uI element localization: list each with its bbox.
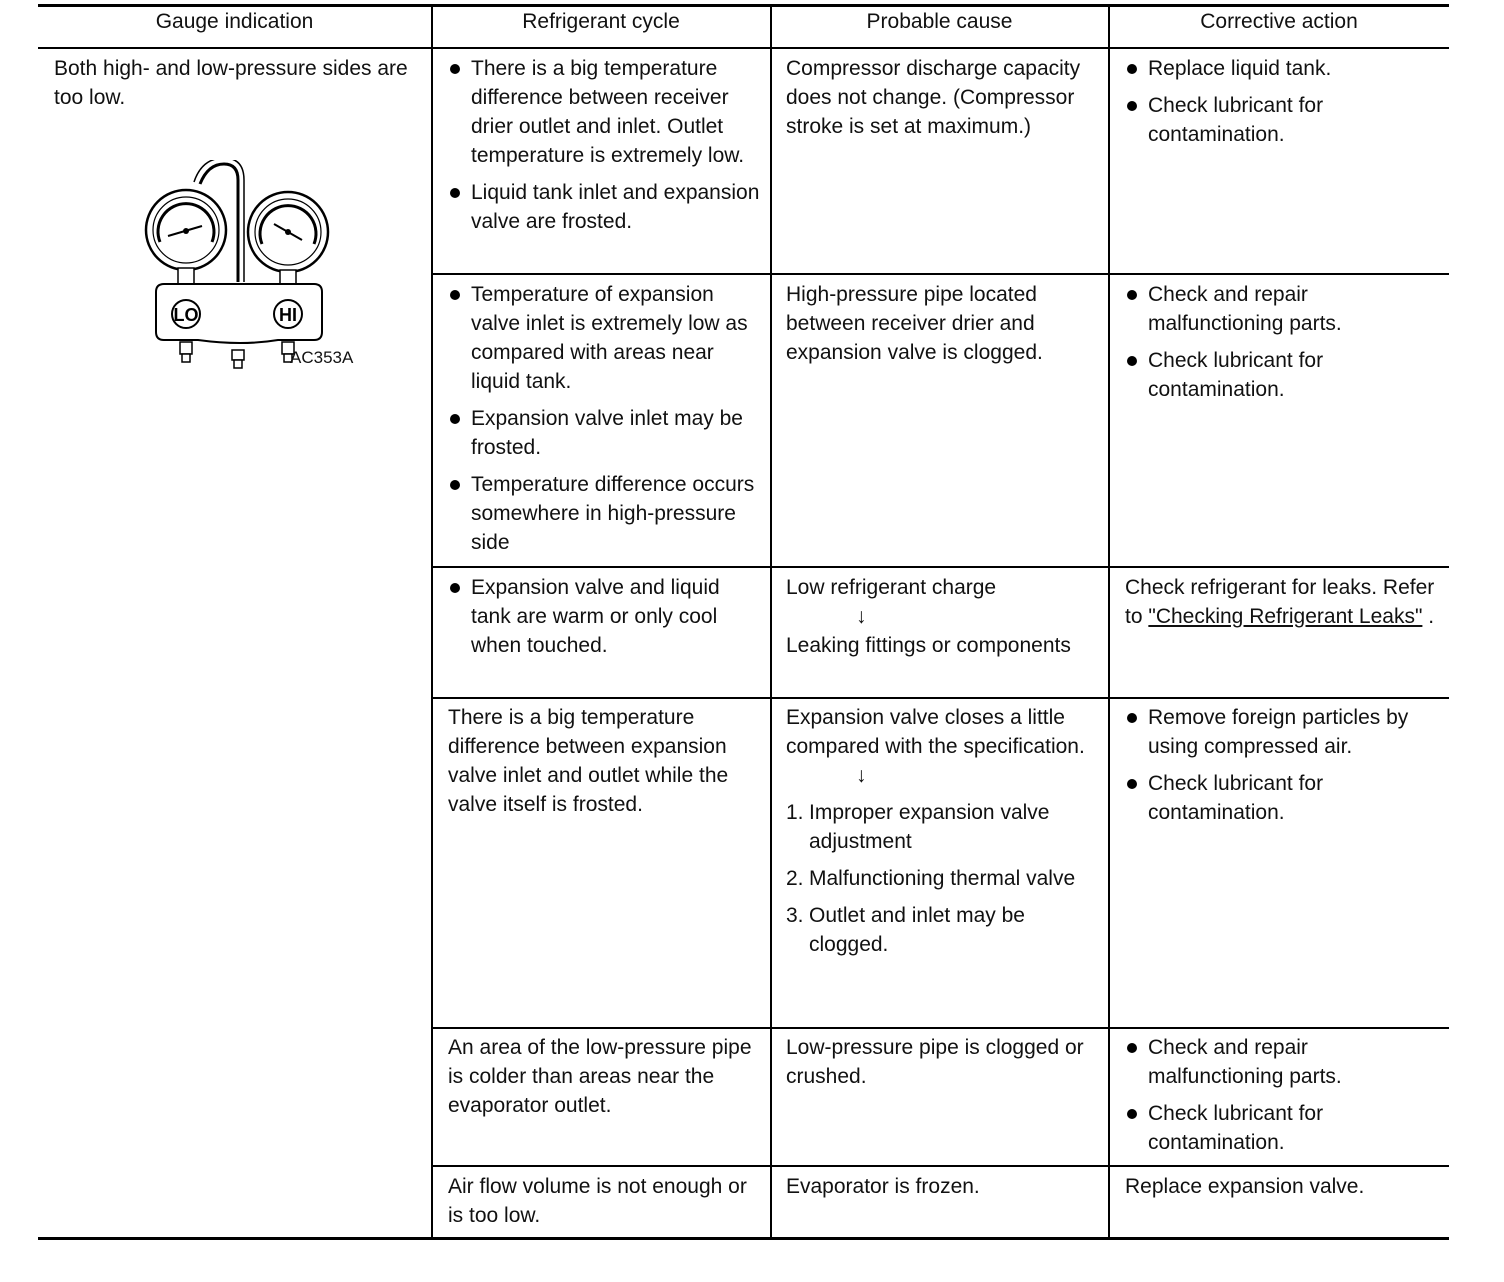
list-number: 2.	[786, 867, 804, 890]
row-divider-2	[432, 566, 1449, 568]
list-item: Check and repair malfunctioning parts.	[1125, 1033, 1441, 1091]
list-item	[786, 798, 1102, 856]
down-arrow-icon: ↓	[856, 764, 867, 787]
lo-label: LO	[173, 305, 199, 325]
low-pressure-gauge-icon	[146, 190, 226, 284]
list-item: Expansion valve and liquid tank are warm or only cool when touched.	[448, 573, 764, 660]
action-period: .	[1428, 605, 1435, 628]
hi-label: HI	[279, 305, 297, 325]
manifold-gauge-figure	[138, 160, 338, 375]
list-item: Liquid tank inlet and expansion valve are frosted.	[448, 178, 764, 236]
header-rule	[38, 47, 1449, 49]
list-item: There is a big temperature difference between receiver drier outlet and inlet. Outlet temperature is extremely low.	[448, 54, 764, 170]
header-cycle: Refrigerant cycle	[522, 10, 680, 33]
list-item	[786, 864, 1102, 893]
fittings	[180, 342, 294, 368]
row-divider-3	[432, 697, 1449, 699]
checking-refrigerant-leaks-link[interactable]: "Checking Refrigerant Leaks"	[1148, 605, 1423, 628]
list-item: Check lubricant for contamination.	[1125, 1099, 1441, 1157]
row-divider-1	[432, 273, 1449, 275]
row4-action	[1125, 703, 1441, 835]
table-top-rule	[38, 4, 1449, 7]
header-cause: Probable cause	[866, 10, 1013, 33]
list-item: Expansion valve inlet may be frosted.	[448, 404, 764, 462]
list-item: Remove foreign particles by using compressed air.	[1125, 703, 1441, 761]
row-divider-5	[432, 1165, 1449, 1167]
list-item: Check and repair malfunctioning parts.	[1125, 280, 1441, 338]
list-text: Malfunctioning thermal valve	[809, 867, 1076, 890]
row1-cause: Compressor discharge capacity does not change. (Compressor stroke is set at maximum.)	[786, 57, 1081, 138]
list-number: 1.	[786, 801, 804, 824]
list-item: Temperature of expansion valve inlet is extremely low as compared with areas near liquid tank.	[448, 280, 764, 396]
list-item: Check lubricant for contamination.	[1125, 91, 1441, 149]
row3-cause	[786, 573, 1102, 660]
col-divider-3	[1108, 7, 1110, 1238]
list-number: 3.	[786, 904, 804, 927]
row6-action: Replace expansion valve.	[1125, 1175, 1365, 1198]
row4-cause	[786, 703, 1102, 967]
cause-text: Leaking fittings or components	[786, 634, 1071, 657]
header-action: Corrective action	[1200, 10, 1358, 33]
list-text: Outlet and inlet may be clogged.	[809, 904, 1025, 956]
row2-cause: High-pressure pipe located between receiver drier and expansion valve is clogged.	[786, 283, 1043, 364]
down-arrow-icon: ↓	[856, 605, 867, 628]
high-pressure-gauge-icon	[248, 192, 328, 284]
row1-cycle	[448, 54, 764, 244]
row3-cycle	[448, 573, 764, 668]
cause-text: Low refrigerant charge	[786, 576, 997, 599]
cause-text: Expansion valve closes a little compared with the specification.	[786, 706, 1085, 758]
list-item: Check lubricant for contamination.	[1125, 346, 1441, 404]
header-gauge: Gauge indication	[155, 10, 314, 33]
row6-cause: Evaporator is frozen.	[786, 1175, 980, 1198]
troubleshooting-table	[38, 4, 1449, 7]
figure-code: AC353A	[290, 348, 354, 367]
row2-action	[1125, 280, 1441, 412]
list-item	[786, 901, 1102, 959]
row4-cycle: There is a big temperature difference between expansion valve inlet and outlet while the valve itself is frosted.	[448, 706, 729, 816]
col-divider-2	[770, 7, 772, 1238]
row3-action	[1125, 573, 1435, 631]
gauge-indication-text: Both high- and low-pressure sides are too low.	[54, 57, 408, 109]
list-text: Improper expansion valve adjustment	[809, 801, 1050, 853]
row5-cause: Low-pressure pipe is clogged or crushed.	[786, 1036, 1084, 1088]
row5-action	[1125, 1033, 1441, 1165]
row1-action	[1125, 54, 1441, 157]
list-item: Replace liquid tank.	[1125, 54, 1441, 83]
table-bottom-rule	[38, 1237, 1449, 1240]
row2-cycle	[448, 280, 764, 565]
row5-cycle: An area of the low-pressure pipe is colder than areas near the evaporator outlet.	[448, 1036, 752, 1117]
row6-cycle: Air flow volume is not enough or is too low.	[448, 1175, 747, 1227]
list-item: Temperature difference occurs somewhere in high-pressure side	[448, 470, 764, 557]
col-divider-1	[431, 7, 433, 1238]
action-text: Check refrigerant for leaks. Refer to	[1125, 576, 1435, 628]
list-item: Check lubricant for contamination.	[1125, 769, 1441, 827]
row-divider-4	[432, 1027, 1449, 1029]
